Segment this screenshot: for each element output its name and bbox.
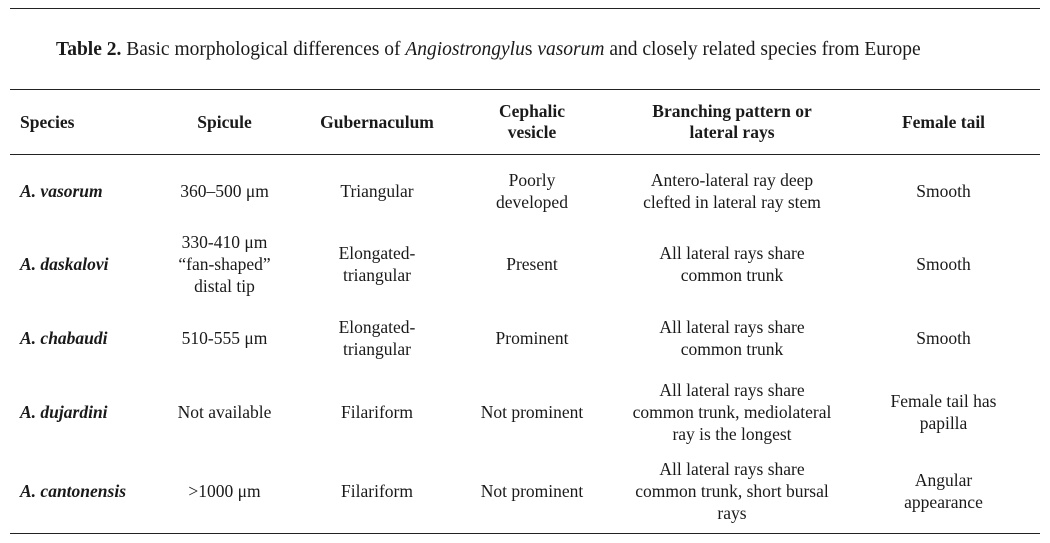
caption-species-italic: vasorum	[537, 39, 605, 60]
spicule-cell: 510-555 μm	[181, 328, 268, 348]
cephalic-cell: Not prominent	[480, 402, 584, 422]
gubernaculum-cell: Elongated- triangular	[338, 243, 416, 285]
cephalic-cell: Present	[506, 254, 558, 274]
branching-cell: All lateral rays share common trunk, mediolateral ray is the longest	[632, 380, 832, 444]
gubernaculum-cell: Filariform	[341, 402, 413, 422]
table-header	[10, 90, 1040, 155]
spicule-cell: Not available	[177, 402, 272, 422]
header-gubernaculum: Gubernaculum	[320, 111, 434, 132]
cephalic-cell: Poorly developed	[496, 170, 568, 212]
caption-label: Table 2.	[56, 39, 122, 60]
branching-cell: All lateral rays share common trunk, short bursal rays	[635, 459, 829, 523]
cephalic-cell: Not prominent	[480, 481, 584, 501]
tail-cell: Smooth	[916, 328, 971, 348]
top-rule	[10, 8, 1040, 9]
header-cephalic-vesicle: Cephalic vesicle	[498, 101, 566, 142]
branching-cell: All lateral rays share common trunk	[659, 317, 805, 359]
tail-cell: Female tail has papilla	[890, 391, 997, 433]
caption-genus-italic: Angiostrongylu	[405, 39, 525, 60]
table-row	[10, 449, 1040, 534]
table-row	[10, 227, 1040, 301]
spicule-cell: >1000 μm	[188, 481, 261, 501]
spicule-cell: 330-410 μm “fan-shaped” distal tip	[178, 232, 271, 296]
header-species: Species	[20, 111, 75, 132]
spicule-cell: 360–500 μm	[180, 181, 269, 201]
tail-cell: Smooth	[916, 254, 971, 274]
cephalic-cell: Prominent	[495, 328, 569, 348]
gubernaculum-cell: Elongated- triangular	[338, 317, 416, 359]
species-cell: A. vasorum	[20, 181, 103, 201]
table-container	[10, 89, 1040, 534]
species-cell: A. daskalovi	[20, 254, 109, 274]
table-caption	[56, 39, 921, 61]
caption-genus-roman: s	[524, 39, 533, 60]
table-body	[10, 155, 1040, 534]
morphology-table	[10, 89, 1040, 534]
caption-text-after: and closely related species from Europe	[604, 39, 921, 60]
branching-cell: All lateral rays share common trunk	[659, 243, 805, 285]
species-cell: A. dujardini	[20, 402, 108, 422]
table-row	[10, 375, 1040, 449]
header-female-tail: Female tail	[901, 111, 986, 132]
gubernaculum-cell: Filariform	[341, 481, 413, 501]
header-branching-pattern: Branching pattern or lateral rays	[652, 101, 812, 142]
header-spicule: Spicule	[197, 111, 252, 132]
species-cell: A. cantonensis	[20, 481, 126, 501]
species-cell: A. chabaudi	[20, 328, 108, 348]
table-row	[10, 301, 1040, 375]
table-row	[10, 155, 1040, 228]
tail-cell: Angular appearance	[904, 470, 983, 512]
branching-cell: Antero-lateral ray deep clefted in lateral ray stem	[643, 170, 821, 212]
gubernaculum-cell: Triangular	[340, 181, 414, 201]
caption-text-before: Basic morphological differences of	[121, 39, 406, 60]
header-row	[10, 90, 1040, 155]
tail-cell: Smooth	[916, 181, 971, 201]
